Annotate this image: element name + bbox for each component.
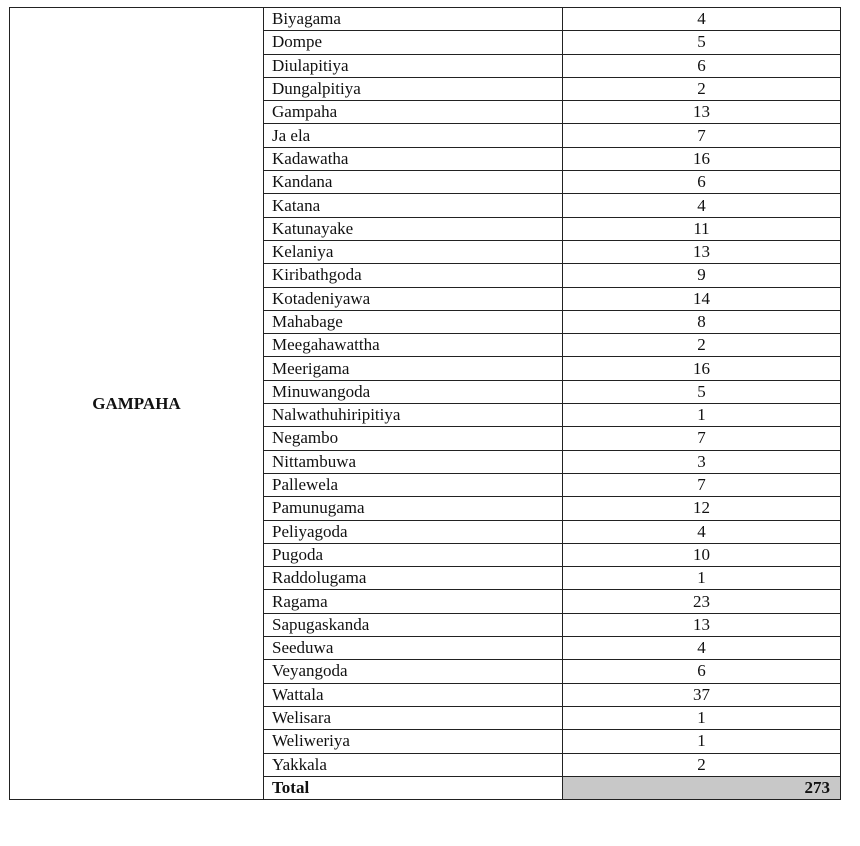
- area-name: Dompe: [264, 31, 563, 54]
- area-count: 2: [563, 334, 841, 357]
- area-name: Ragama: [264, 590, 563, 613]
- area-count: 7: [563, 473, 841, 496]
- area-count: 23: [563, 590, 841, 613]
- area-name: Kadawatha: [264, 147, 563, 170]
- area-count: 12: [563, 497, 841, 520]
- area-count: 3: [563, 450, 841, 473]
- area-name: Negambo: [264, 427, 563, 450]
- area-name: Katana: [264, 194, 563, 217]
- total-value: 273: [563, 776, 841, 799]
- area-count: 13: [563, 240, 841, 263]
- area-count: 5: [563, 380, 841, 403]
- area-name: Weliweriya: [264, 730, 563, 753]
- area-name: Kotadeniyawa: [264, 287, 563, 310]
- area-count: 8: [563, 310, 841, 333]
- area-count: 11: [563, 217, 841, 240]
- area-count: 16: [563, 147, 841, 170]
- area-name: Pallewela: [264, 473, 563, 496]
- area-name: Peliyagoda: [264, 520, 563, 543]
- area-name: Gampaha: [264, 101, 563, 124]
- area-count: 1: [563, 404, 841, 427]
- area-count: 2: [563, 77, 841, 100]
- area-name: Kiribathgoda: [264, 264, 563, 287]
- area-name: Diulapitiya: [264, 54, 563, 77]
- area-name: Kandana: [264, 171, 563, 194]
- area-name: Nittambuwa: [264, 450, 563, 473]
- area-name: Raddolugama: [264, 567, 563, 590]
- area-name: Pugoda: [264, 543, 563, 566]
- area-name: Wattala: [264, 683, 563, 706]
- area-name: Kelaniya: [264, 240, 563, 263]
- area-count: 14: [563, 287, 841, 310]
- area-name: Biyagama: [264, 8, 563, 31]
- area-count: 4: [563, 194, 841, 217]
- area-count: 7: [563, 427, 841, 450]
- area-count: 37: [563, 683, 841, 706]
- total-label: Total: [264, 776, 563, 799]
- area-count: 16: [563, 357, 841, 380]
- area-name: Mahabage: [264, 310, 563, 333]
- table-row: [10, 8, 841, 31]
- area-count: 6: [563, 171, 841, 194]
- area-count: 7: [563, 124, 841, 147]
- area-count: 13: [563, 613, 841, 636]
- area-name: Veyangoda: [264, 660, 563, 683]
- area-count-table: [9, 7, 841, 800]
- area-count: 1: [563, 730, 841, 753]
- area-name: Welisara: [264, 706, 563, 729]
- area-count: 5: [563, 31, 841, 54]
- area-count: 10: [563, 543, 841, 566]
- area-count: 4: [563, 637, 841, 660]
- table-body: [10, 8, 841, 800]
- area-name: Nalwathuhiripitiya: [264, 404, 563, 427]
- area-count: 1: [563, 567, 841, 590]
- area-name: Dungalpitiya: [264, 77, 563, 100]
- area-name: Yakkala: [264, 753, 563, 776]
- area-name: Pamunugama: [264, 497, 563, 520]
- area-count: 9: [563, 264, 841, 287]
- area-name: Ja ela: [264, 124, 563, 147]
- area-count: 1: [563, 706, 841, 729]
- area-name: Sapugaskanda: [264, 613, 563, 636]
- area-name: Katunayake: [264, 217, 563, 240]
- area-count: 4: [563, 8, 841, 31]
- area-count: 13: [563, 101, 841, 124]
- area-name: Minuwangoda: [264, 380, 563, 403]
- district-name: GAMPAHA: [10, 8, 264, 800]
- area-name: Meegahawattha: [264, 334, 563, 357]
- area-count: 6: [563, 54, 841, 77]
- area-count: 2: [563, 753, 841, 776]
- area-name: Seeduwa: [264, 637, 563, 660]
- area-count: 4: [563, 520, 841, 543]
- area-count: 6: [563, 660, 841, 683]
- area-name: Meerigama: [264, 357, 563, 380]
